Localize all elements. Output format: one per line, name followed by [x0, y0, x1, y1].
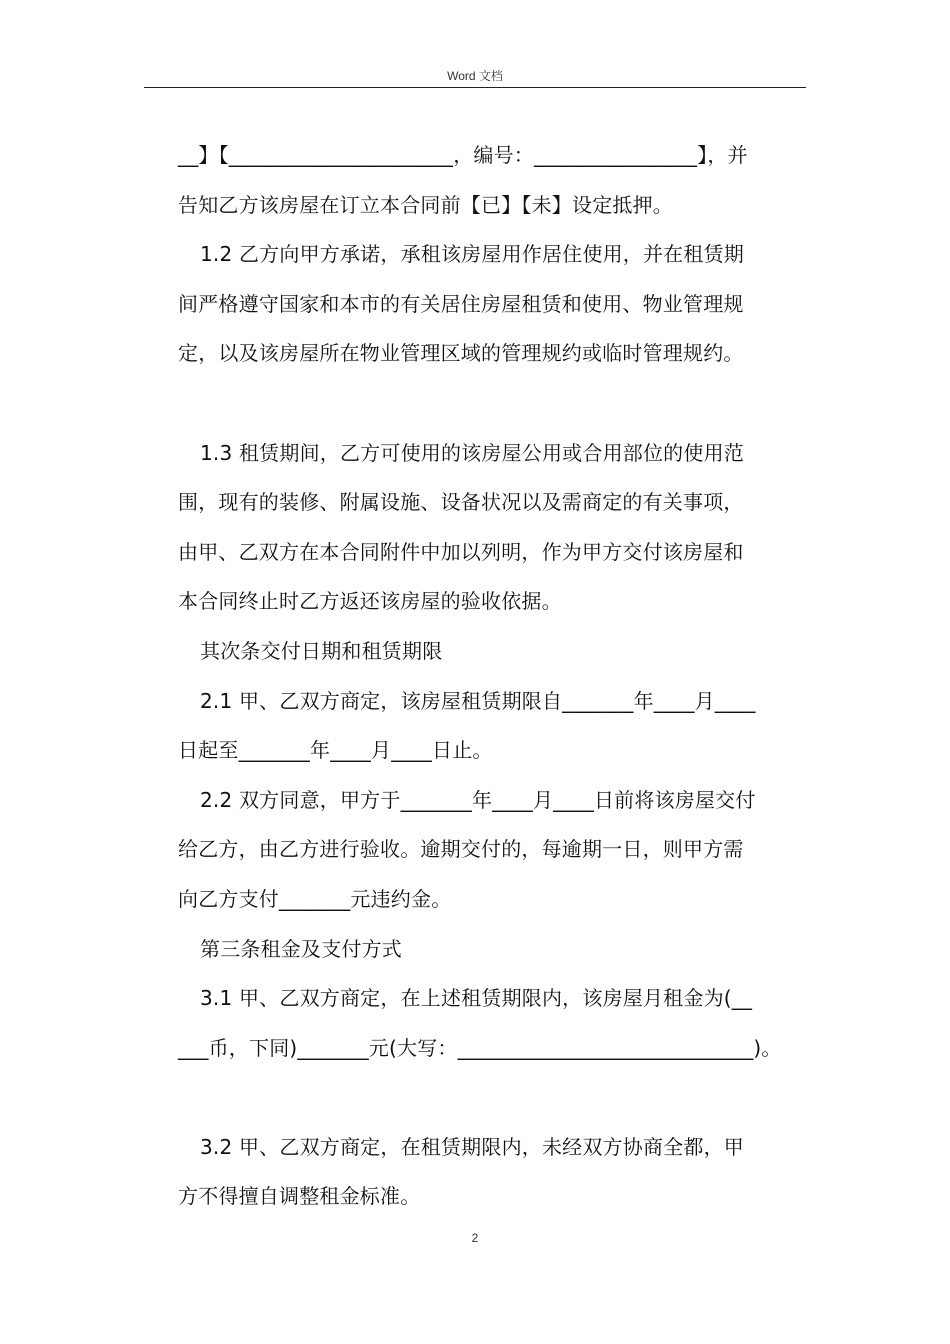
page-number: 2: [471, 1231, 479, 1245]
text-line: 方不得擅自调整租金标准。: [178, 1184, 421, 1209]
document-body: [178, 131, 808, 1222]
clause-1-2: 1.2 乙方向甲方承诺，承租该房屋用作居住使用，并在租赁期: [200, 242, 744, 267]
text-line: 间严格遵守国家和本市的有关居住房屋租赁和使用、物业管理规: [178, 291, 744, 316]
text-line: 向乙方支付_______元违约金。: [178, 886, 452, 911]
clause-1-3: 1.3 租赁期间，乙方可使用的该房屋公用或合用部位的使用范: [200, 440, 744, 465]
text-line: 定，以及该房屋所在物业管理区域的管理规约或临时管理规约。: [178, 341, 744, 366]
clause-3-1: 3.1 甲、乙双方商定，在上述租赁期限内，该房屋月租金为(__: [200, 986, 753, 1011]
text-line: 给乙方，由乙方进行验收。逾期交付的，每逾期一日，则甲方需: [178, 837, 744, 862]
text-line: __】【______________________，编号：________________】，并: [178, 143, 748, 167]
text-line: ___币，下同)_______元(大写：_____________________________)。: [178, 1035, 782, 1060]
blank-line: [178, 379, 808, 429]
section-heading-3: 第三条租金及支付方式: [200, 936, 402, 961]
text-line: 由甲、乙双方在本合同附件中加以列明，作为甲方交付该房屋和: [178, 539, 744, 564]
clause-2-1: 2.1 甲、乙双方商定，该房屋租赁期限自_______年____月____: [200, 688, 756, 713]
text-line: 告知乙方该房屋在订立本合同前【已】【未】设定抵押。: [178, 192, 673, 217]
header-divider: [144, 87, 806, 88]
text-line: 本合同终止时乙方返还该房屋的验收依据。: [178, 589, 562, 614]
blank-line: [178, 1073, 808, 1123]
page-header: Word 文档: [447, 69, 503, 83]
text-line: 日起至_______年____月____日止。: [178, 738, 493, 763]
text-line: 围，现有的装修、附属设施、设备状况以及需商定的有关事项，: [178, 490, 744, 515]
section-heading-2: 其次条交付日期和租赁期限: [200, 638, 443, 663]
clause-2-2: 2.2 双方同意，甲方于_______年____月____日前将该房屋交付: [200, 787, 756, 812]
clause-3-2: 3.2 甲、乙双方商定，在租赁期限内，未经双方协商全都，甲: [200, 1134, 744, 1159]
